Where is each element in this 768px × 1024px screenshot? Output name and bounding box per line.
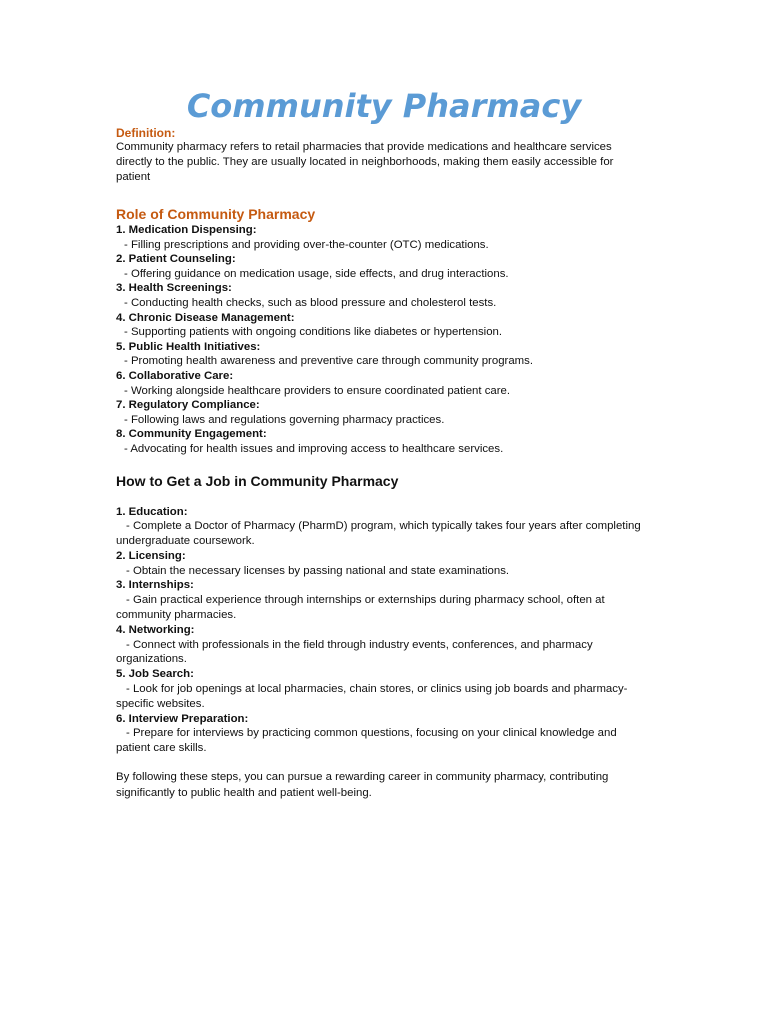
- role-item-title: 8. Community Engagement:: [116, 428, 267, 441]
- job-item-title: 2. Licensing:: [116, 549, 186, 562]
- job-item: [116, 549, 646, 579]
- job-item-description: - Complete a Doctor of Pharmacy (PharmD) program, which typically takes four years after completing undergraduate coursework.: [116, 520, 641, 548]
- role-item: [116, 369, 646, 398]
- role-item-title: 5. Public Health Initiatives:: [116, 340, 261, 353]
- role-item: [116, 281, 646, 310]
- job-item: [116, 578, 646, 622]
- job-item-description: - Look for job openings at local pharmacies, chain stores, or clinics using job boards and pharmacy-specific websites.: [116, 683, 628, 710]
- role-item: [116, 311, 646, 340]
- job-item: [116, 667, 646, 711]
- document-page: [116, 84, 646, 812]
- definition-label: Definition:: [116, 126, 176, 140]
- role-item-description: - Working alongside healthcare providers to ensure coordinated patient care.: [124, 384, 511, 397]
- role-item-title: 6. Collaborative Care:: [116, 369, 234, 382]
- role-item-title: 3. Health Screenings:: [116, 282, 232, 295]
- role-section: [116, 205, 646, 457]
- role-item-description: - Following laws and regulations governing pharmacy practices.: [124, 413, 445, 426]
- job-item-title: 4. Networking:: [116, 623, 195, 636]
- job-item-description: - Gain practical experience through internships or externships during pharmacy school, often at community pharmacies.: [116, 594, 605, 622]
- role-item-description: - Supporting patients with ongoing conditions like diabetes or hypertension.: [124, 326, 503, 339]
- role-item-title: 7. Regulatory Compliance:: [116, 399, 260, 412]
- role-item: [116, 340, 646, 369]
- role-item-title: 4. Chronic Disease Management:: [116, 311, 295, 324]
- role-item: [116, 223, 646, 252]
- conclusion-paragraph: By following these steps, you can pursue a rewarding career in community pharmacy, contributing significantly to public health and patient well-being.: [116, 771, 609, 799]
- job-item-title: 6. Interview Preparation:: [116, 712, 249, 725]
- definition-section: [116, 126, 646, 185]
- role-item-description: - Advocating for health issues and improving access to healthcare services.: [124, 442, 504, 455]
- job-item-title: 3. Internships:: [116, 579, 194, 592]
- document-title: Community Pharmacy: [186, 87, 582, 125]
- job-item-title: 5. Job Search:: [116, 668, 194, 681]
- role-item-description: - Conducting health checks, such as blood pressure and cholesterol tests.: [124, 296, 497, 309]
- job-item: [116, 712, 646, 756]
- job-item-description: - Obtain the necessary licenses by passing national and state examinations.: [126, 564, 510, 577]
- role-section-heading: Role of Community Pharmacy: [116, 206, 316, 222]
- role-item: [116, 427, 646, 456]
- role-item-description: - Offering guidance on medication usage, side effects, and drug interactions.: [124, 267, 509, 280]
- role-item: [116, 398, 646, 427]
- job-item-description: - Connect with professionals in the field through industry events, conferences, and pharmacy organizations.: [116, 638, 593, 666]
- job-item-title: 1. Education:: [116, 505, 188, 518]
- role-item-title: 1. Medication Dispensing:: [116, 224, 257, 236]
- role-item-title: 2. Patient Counseling:: [116, 253, 236, 266]
- definition-text: Community pharmacy refers to retail pharmacies that provide medications and healthcare services directly to the public. They are usually located in neighborhoods, making them easily accessible for patient: [116, 141, 614, 183]
- job-item: [116, 623, 646, 667]
- role-item-description: - Promoting health awareness and preventive care through community programs.: [124, 355, 534, 368]
- role-item: [116, 252, 646, 281]
- job-section-heading: How to Get a Job in Community Pharmacy: [116, 472, 399, 489]
- job-item: [116, 505, 646, 549]
- job-section: [116, 472, 646, 757]
- role-item-description: - Filling prescriptions and providing over-the-counter (OTC) medications.: [124, 238, 489, 251]
- job-item-description: - Prepare for interviews by practicing common questions, focusing on your clinical knowledge and patient care skills.: [116, 727, 617, 755]
